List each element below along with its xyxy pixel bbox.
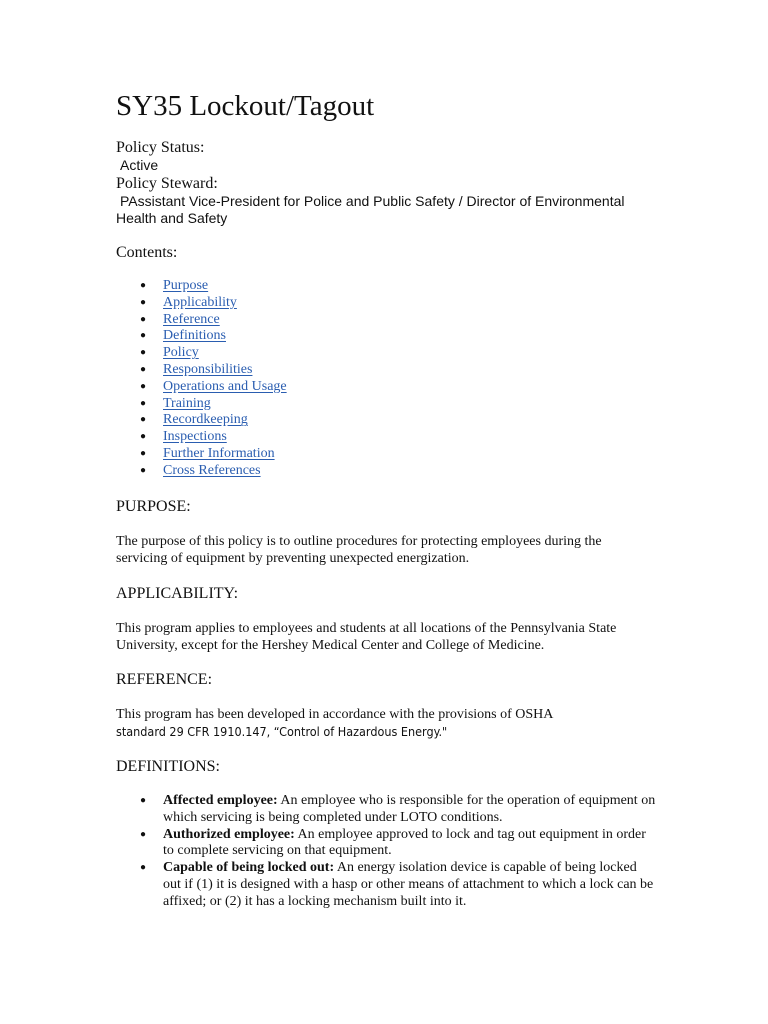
- toc-link-operations-and-usage[interactable]: Operations and Usage: [163, 378, 287, 394]
- list-item: [116, 396, 287, 413]
- definitions-list: [116, 793, 656, 911]
- bullet-icon: ●: [140, 380, 147, 392]
- bullet-icon: ●: [140, 447, 147, 459]
- bullet-icon: ●: [140, 296, 147, 308]
- list-item: [116, 312, 287, 329]
- contents-heading: Contents:: [116, 244, 178, 261]
- bullet-icon: ●: [140, 313, 147, 325]
- toc-link-inspections[interactable]: Inspections: [163, 429, 227, 445]
- list-item: [116, 362, 287, 379]
- reference-text: [116, 706, 646, 741]
- bullet-icon: ●: [140, 280, 147, 291]
- definition-text: An employee who is responsible for the operation of equipment on which servicing is being completed under LOTO conditions.: [163, 793, 656, 825]
- toc-link-responsibilities[interactable]: Responsibilities: [163, 361, 253, 377]
- list-item: [116, 345, 287, 362]
- bullet-icon: ●: [140, 330, 147, 342]
- list-item: [116, 328, 287, 345]
- definitions-heading: DEFINITIONS:: [116, 758, 220, 775]
- toc-link-definitions[interactable]: Definitions: [163, 328, 226, 344]
- toc-link-cross-references[interactable]: Cross References: [163, 462, 261, 478]
- applicability-text: This program applies to employees and students at all locations of the Pennsylvania State University, except for the Hershey Medical Center and College of Medicine.: [116, 621, 617, 653]
- definition-term: Affected employee:: [163, 793, 278, 808]
- definition-text: An energy isolation device is capable of being locked out if (1) it is designed with a hasp or other means of attachment to which a lock can be affixed; or (2) it has a locking mechanism built into it.: [163, 860, 654, 909]
- bullet-icon: ●: [140, 431, 147, 443]
- definition-item: [116, 827, 656, 861]
- list-item: [116, 446, 287, 463]
- bullet-icon: ●: [140, 397, 147, 409]
- list-item: [116, 412, 287, 429]
- bullet-icon: ●: [140, 464, 147, 476]
- reference-text-line-2: standard 29 CFR 1910.147, “Control of Hazardous Energy.": [116, 724, 448, 739]
- list-item: [116, 379, 287, 396]
- bullet-icon: ●: [140, 363, 147, 375]
- definition-item: [116, 860, 656, 910]
- contents-list: [116, 278, 287, 480]
- bullet-icon: ●: [140, 414, 147, 426]
- list-item: [116, 429, 287, 446]
- toc-link-applicability[interactable]: Applicability: [163, 294, 237, 310]
- toc-link-further-information[interactable]: Further Information: [163, 445, 275, 461]
- bullet-icon: ●: [140, 828, 147, 840]
- definition-term: Authorized employee:: [163, 826, 295, 842]
- toc-link-reference[interactable]: Reference: [163, 311, 220, 327]
- bullet-icon: ●: [140, 347, 147, 359]
- list-item: [116, 278, 287, 295]
- toc-link-training[interactable]: Training: [163, 395, 211, 411]
- toc-link-policy[interactable]: Policy: [163, 345, 199, 361]
- bullet-icon: ●: [140, 862, 147, 874]
- definition-term: Capable of being locked out:: [163, 860, 335, 876]
- purpose-text: The purpose of this policy is to outline procedures for protecting employees during the servicing of equipment by preventing unexpected energization.: [116, 534, 602, 566]
- policy-steward-value: PAssistant Vice-President for Police and Public Safety / Director of Environmental Health and Safety: [116, 193, 625, 226]
- toc-link-recordkeeping[interactable]: Recordkeeping: [163, 412, 248, 428]
- definition-item: [116, 793, 656, 827]
- toc-link-purpose[interactable]: Purpose: [163, 278, 209, 293]
- applicability-heading: APPLICABILITY:: [116, 585, 239, 602]
- bullet-icon: ●: [140, 795, 147, 806]
- policy-status-value: Active: [120, 157, 159, 173]
- policy-steward-label: Policy Steward:: [116, 175, 218, 192]
- page-title: SY35 Lockout/Tagout: [116, 90, 375, 122]
- reference-heading: REFERENCE:: [116, 671, 213, 688]
- purpose-heading: PURPOSE:: [116, 498, 191, 515]
- policy-status-label: Policy Status:: [116, 139, 205, 156]
- reference-text-line-1: This program has been developed in accordance with the provisions of OSHA: [116, 707, 554, 722]
- list-item: [116, 463, 287, 480]
- definition-text: An employee approved to lock and tag out equipment in order to complete servicing on that equipment.: [163, 826, 646, 859]
- list-item: [116, 295, 287, 312]
